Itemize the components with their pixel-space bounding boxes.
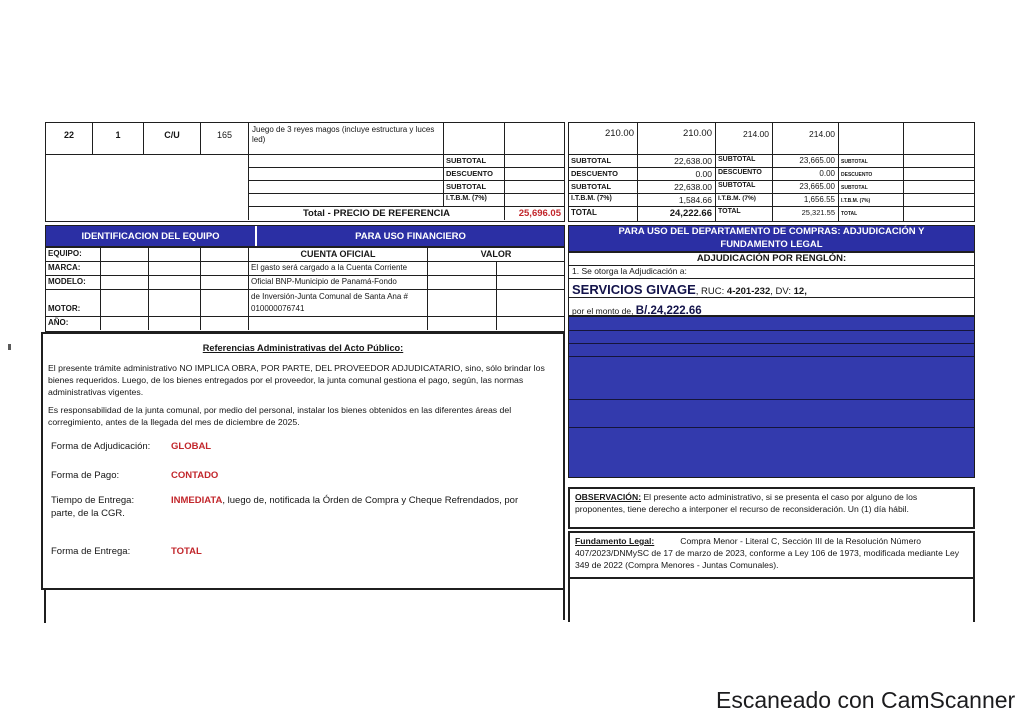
colB-subtotal1-label: SUBTOTAL bbox=[716, 155, 773, 167]
otorga-row: 1. Se otorga la Adjudicación a: bbox=[569, 266, 974, 279]
colC-total-label: TOTAL bbox=[839, 207, 904, 221]
left-section-headers bbox=[45, 225, 565, 247]
referencias-box bbox=[41, 332, 565, 590]
reference-price-table bbox=[45, 122, 565, 222]
colA-itbm-label: I.T.B.M. (7%) bbox=[569, 194, 638, 206]
empty-cell bbox=[201, 262, 249, 275]
ref-itbm-label: I.T.B.M. (7%) bbox=[444, 194, 505, 206]
unit-price-b2: 214.00 bbox=[773, 123, 839, 154]
colC-subtotal1-label: SUBTOTAL bbox=[839, 155, 904, 167]
camscanner-credit: Escaneado con CamScanner bbox=[716, 687, 1016, 713]
dv-label: , DV: bbox=[770, 286, 794, 297]
empty-cell bbox=[249, 194, 444, 206]
tiempo-entrega-label: Tiempo de Entrega: bbox=[51, 495, 135, 506]
empty-cell bbox=[149, 276, 201, 289]
empty-cell bbox=[444, 123, 505, 154]
proponent-price-table bbox=[568, 122, 975, 222]
border-stub bbox=[973, 579, 975, 622]
empty-cell bbox=[904, 123, 974, 154]
forma-adjudicacion-row bbox=[51, 441, 211, 452]
colA-total-value: 24,222.66 bbox=[638, 207, 716, 221]
identificacion-equipo-header: IDENTIFICACION DEL EQUIPO bbox=[46, 226, 257, 246]
tiempo-entrega-text-2: parte, de la CGR. bbox=[51, 508, 125, 520]
valor-cell bbox=[497, 262, 564, 275]
empty-cell bbox=[149, 248, 201, 261]
colC-subtotal2-label: SUBTOTAL bbox=[839, 181, 904, 193]
ref-total-value: 25,696.05 bbox=[518, 208, 561, 219]
border-stub bbox=[44, 590, 46, 623]
blue-row bbox=[569, 400, 974, 428]
ref-descuento-value bbox=[505, 168, 564, 180]
ref-descuento-label: DESCUENTO bbox=[444, 168, 505, 180]
item-line-number: 22 bbox=[46, 123, 93, 154]
valor-header: VALOR bbox=[480, 249, 512, 259]
cuenta-text-3 bbox=[249, 290, 428, 316]
tiempo-entrega-value: INMEDIATA bbox=[171, 495, 223, 506]
unit-price-b1: 214.00 bbox=[716, 123, 773, 154]
colC-subtotal1-value bbox=[904, 155, 974, 167]
ref-subtotal2-label: SUBTOTAL bbox=[444, 181, 505, 193]
colA-itbm-value: 1,584.66 bbox=[638, 194, 716, 206]
cuenta-account-number: 010000076741 bbox=[251, 303, 305, 313]
fundamento-text: Compra Menor - Literal C, Sección III de la Resolución Número 407/2023/DNMySC de 17 de marzo de 2023, conforme a Ley 106 de 1973, modificada mediante Ley 349 de 2022 (Compra Menores - Juntas Comunales). bbox=[575, 536, 960, 570]
valor-cell bbox=[428, 317, 497, 330]
item-unit-price: 165 bbox=[201, 123, 249, 154]
colB-total-label: TOTAL bbox=[716, 207, 773, 221]
border-stub bbox=[568, 579, 570, 622]
marca-label: MARCA: bbox=[46, 262, 101, 275]
blue-row bbox=[569, 344, 974, 357]
forma-pago-row bbox=[51, 470, 218, 481]
unit-price-a1: 210.00 bbox=[569, 123, 638, 154]
empty-cell bbox=[149, 262, 201, 275]
ref-itbm-value bbox=[505, 194, 564, 206]
empty-cell bbox=[101, 290, 149, 316]
equipment-id-table bbox=[45, 247, 565, 332]
forma-adjudicacion-label: Forma de Adjudicación: bbox=[51, 441, 151, 452]
empty-cell bbox=[149, 317, 201, 330]
ref-total-label: Total - PRECIO DE REFERENCIA bbox=[249, 207, 505, 220]
valor-cell bbox=[428, 262, 497, 275]
colC-descuento-label: DESCUENTO bbox=[839, 168, 904, 180]
forma-entrega-value: TOTAL bbox=[171, 546, 202, 557]
empty-cell bbox=[101, 248, 149, 261]
empty-cell bbox=[46, 155, 249, 220]
item-description: Juego de 3 reyes magos (incluye estructura y luces led) bbox=[249, 123, 444, 154]
colA-descuento-label: DESCUENTO bbox=[569, 168, 638, 180]
colB-itbm-label: I.T.B.M. (7%) bbox=[716, 194, 773, 206]
unit-price-row bbox=[569, 123, 974, 155]
motor-label: MOTOR: bbox=[46, 290, 101, 316]
empty-cell bbox=[101, 262, 149, 275]
monto-label: por el monto de, bbox=[572, 306, 636, 315]
colB-itbm-value: 1,656.55 bbox=[773, 194, 839, 206]
fundamento-box bbox=[568, 531, 975, 579]
dv-value: 12, bbox=[793, 286, 807, 297]
referencias-paragraph-2: Es responsabilidad de la junta comunal, por medio del personal, instalar los bienes obtenidos en las diferentes áreas del corregimiento, antes de la llegada del mes de diciembre de 2025. bbox=[48, 405, 512, 427]
ruc-value: 4-201-232 bbox=[726, 286, 771, 297]
colA-total-label: TOTAL bbox=[569, 207, 638, 221]
observacion-box bbox=[568, 487, 975, 529]
empty-cell bbox=[201, 290, 249, 316]
compras-header-line1: PARA USO DEL DEPARTAMENTO DE COMPRAS: ADJUDICACIÓN Y bbox=[618, 226, 925, 238]
item-quantity: 1 bbox=[93, 123, 144, 154]
equipo-label: EQUIPO: bbox=[46, 248, 101, 261]
ruc-label: , RUC: bbox=[695, 286, 727, 297]
blue-row bbox=[569, 357, 974, 400]
empty-cell bbox=[249, 181, 444, 193]
observacion-text: El presente acto administrativo, si se presenta el caso por alguno de los proponentes, tiene derecho a interponer el recurso de reconsideración. Un (1) día hábil. bbox=[575, 492, 918, 514]
item-unit: C/U bbox=[144, 123, 201, 154]
colB-subtotal2-value: 23,665.00 bbox=[773, 181, 839, 193]
item-row bbox=[46, 123, 564, 155]
empty-cell bbox=[839, 123, 904, 154]
valor-cell bbox=[428, 276, 497, 289]
unit-price-a2: 210.00 bbox=[638, 123, 716, 154]
colC-descuento-value bbox=[904, 168, 974, 180]
colC-itbm-label: I.T.B.M. (7%) bbox=[839, 194, 904, 206]
blue-row bbox=[569, 428, 974, 477]
empty-cell bbox=[201, 276, 249, 289]
monto-value: B/.24,222.66 bbox=[635, 305, 702, 315]
forma-adjudicacion-value: GLOBAL bbox=[171, 441, 212, 452]
adjudicacion-section bbox=[568, 252, 975, 316]
empty-cell bbox=[249, 317, 428, 330]
compras-header-line2: FUNDAMENTO LEGAL bbox=[720, 238, 823, 250]
observacion-label: OBSERVACIÓN: bbox=[575, 492, 642, 502]
cuenta-text-2: Oficial BNP-Municipio de Panamá-Fondo bbox=[249, 276, 428, 289]
empty-cell bbox=[101, 276, 149, 289]
tiempo-entrega-text-1: , luego de, notificada la Órden de Compra y Cheque Refrendados, por bbox=[222, 495, 519, 506]
scan-speck bbox=[8, 344, 11, 350]
vendor-name: SERVICIOS GIVAGE bbox=[572, 282, 696, 297]
empty-cell bbox=[201, 317, 249, 330]
blue-filled-block bbox=[568, 316, 975, 478]
modelo-label: MODELO: bbox=[46, 276, 101, 289]
colB-descuento-label: DESCUENTO bbox=[716, 168, 773, 180]
uso-financiero-header: PARA USO FINANCIERO bbox=[257, 226, 564, 246]
empty-cell bbox=[149, 290, 201, 316]
colB-subtotal1-value: 23,665.00 bbox=[773, 155, 839, 167]
colC-total-value bbox=[904, 207, 974, 221]
valor-cell bbox=[428, 290, 497, 316]
cuenta-text-3a: de Inversión-Junta Comunal de Santa Ana # bbox=[251, 292, 408, 301]
blue-row bbox=[569, 331, 974, 344]
empty-cell bbox=[201, 248, 249, 261]
forma-pago-value: CONTADO bbox=[171, 470, 219, 481]
vendor-row bbox=[569, 279, 974, 298]
border-stub bbox=[563, 590, 565, 620]
empty-cell bbox=[249, 168, 444, 180]
colA-subtotal2-label: SUBTOTAL bbox=[569, 181, 638, 193]
blue-row bbox=[569, 317, 974, 331]
tiempo-entrega-row bbox=[51, 494, 565, 520]
anio-label: AÑO: bbox=[46, 317, 101, 330]
fundamento-label: Fundamento Legal: bbox=[575, 536, 655, 546]
ref-subtotal2-value bbox=[505, 181, 564, 193]
colC-itbm-value bbox=[904, 194, 974, 206]
colB-subtotal2-label: SUBTOTAL bbox=[716, 181, 773, 193]
colA-subtotal1-label: SUBTOTAL bbox=[569, 155, 638, 167]
referencias-title: Referencias Administrativas del Acto Público: bbox=[202, 343, 404, 353]
forma-pago-label: Forma de Pago: bbox=[51, 470, 120, 481]
compras-header bbox=[568, 225, 975, 252]
empty-cell bbox=[505, 123, 564, 154]
forma-entrega-label: Forma de Entrega: bbox=[51, 546, 131, 557]
referencias-paragraph-1: El presente trámite administrativo NO IMPLICA OBRA, POR PARTE, DEL PROVEEDOR ADJUDICATARIO, sino, sólo brindar los bienes requeridos. Luego, de los bienes entregados por el proveedor, la junta comunal gestiona el pago, según, las normas administrativas vigentes. bbox=[48, 363, 545, 397]
colA-subtotal1-value: 22,638.00 bbox=[638, 155, 716, 167]
monto-row bbox=[569, 298, 974, 315]
valor-cell bbox=[497, 317, 564, 330]
forma-entrega-row bbox=[51, 546, 202, 557]
valor-cell bbox=[497, 276, 564, 289]
empty-cell bbox=[101, 317, 149, 330]
colC-subtotal2-value bbox=[904, 181, 974, 193]
colB-descuento-value: 0.00 bbox=[773, 168, 839, 180]
valor-cell bbox=[497, 290, 564, 316]
colA-subtotal2-value: 22,638.00 bbox=[638, 181, 716, 193]
empty-cell bbox=[249, 155, 444, 167]
cuenta-oficial-header: CUENTA OFICIAL bbox=[249, 248, 428, 261]
adjudicacion-renglon-header: ADJUDICACIÓN POR RENGLÓN: bbox=[569, 253, 974, 266]
colA-descuento-value: 0.00 bbox=[638, 168, 716, 180]
ref-subtotal1-label: SUBTOTAL bbox=[444, 155, 505, 167]
colB-total-value: 25,321.55 bbox=[773, 207, 839, 221]
ref-subtotal1-value bbox=[505, 155, 564, 167]
cuenta-text-1: El gasto será cargado a la Cuenta Corriente bbox=[249, 262, 428, 275]
